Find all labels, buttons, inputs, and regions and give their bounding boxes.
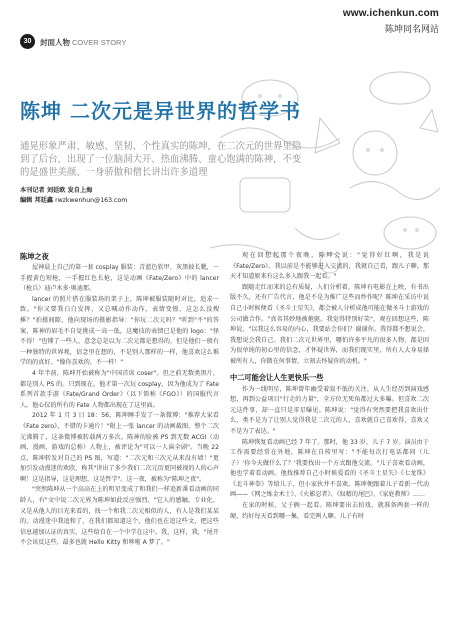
deck-line: 通晃形象严肃、敏感、坚韧、个性真实的陈坤，在二次元的世界里隐 xyxy=(20,141,302,152)
body-paragraph: 2012 年 1 月 3 日 18：56，陈坤睡手发了一条微博："推荐大家看《Fate zero》，不错的卡通片！"附上一张 lancer 的动画截图，整个二次元沸腾了，这条微博被转载两万多次。陈神的脸被 PS 到无数 ACGI（动画、漫画、游戏的总称）人物上，被评论为"可以一人演全剧"。当晚 22 点，陈坤转发对自己的 PS 图，写道："二次元和三次元从来没有墙！"更加引发动漫迷的欢欣，称其"讲出了多少我们二次元历更同被视的人的心声啊！这是指导，这是理想，这是哲学"。这一夜，被称为"陈坤之夜"。 xyxy=(20,412,219,483)
left-column-heading: 陈坤之夜 xyxy=(20,252,49,261)
body-paragraph: 屋神晨上自己的第一套 cosplay 服装：青蓝色软甲，灰黑披长靴，一手握黄色短枪，一手握红色长枪，这是动画《Fate/Zero》中的 lancer（枪兵）迪卢木多·奥迪那。 xyxy=(20,264,219,293)
body-paragraph: 4 年半前，陈坤开始被称为"中国首席 coser"。但之前无数类黑片，都是别人 PS 的。只到现在，他才第一次玩 cosplay，因为他成为了 Fate 系列首款手游《Fate/Grand Order》（以下简称《FGO》）的国服代言人。他心仪的所有的 Fate 人物都出现在了这里面。 xyxy=(20,369,219,409)
watermark-site-name: 陈坤同名网站 xyxy=(384,25,439,35)
body-paragraph: 陈坤恢复看动画已经 7 年了。那时，他 33 岁，儿子 7 岁。演员由于工作需要经常在外地，陈坤在自传里写："不能每次打电话都问（儿子）'你今天做什么了？'我要找出一个方式跟他交流。"儿子喜欢看动画，他也学着看动画。他找推荐自己小时候爱看的《圣斗士星矢》《七龙珠》《北斗神拳》等给儿子，但小家伙并不喜欢。陈坤便跟着儿子看新一代动画——《网之炼金术士》、《火影忍者》、《奴精的尾巴》、《家庭教师》…… xyxy=(230,438,429,499)
left-column xyxy=(20,251,219,549)
deck-line: 的是盛世美颜、一身骄傲和僧长讲出许多道理 xyxy=(20,167,208,178)
body-paragraph: lancer 的照片搭在服装场的架子上，陈坤被服装随时对比，追求一致。"你又要我白白发挥，又总喊动作动作，表情变慢，这怎么没搜捶？"拍摄间隙，他向现场的摄影指导："你玩二次元吗？"听到"不"的答案，陈神的眉毛不自觉挑成一高一低，这魔技的表情已是他的 logo："怪不得！"也懂了一些人，意念总是以为二次元都是想得的，但是他们一般有一种独特的世界观，信念里在想的，不是别人那样的一样，他喜欢这么难学的的真好。"像你喜欢的，不一样！" xyxy=(20,295,219,367)
byline-reporter: 本刊记者 刘廷欧 发自上海 xyxy=(20,187,93,194)
byline-email: rwzkwenhun@163.com xyxy=(55,197,128,204)
article-title: 陈坤 二次元是异世界的哲学书 xyxy=(20,99,301,123)
byline-editor xyxy=(20,196,127,206)
watermark-url: www.ichenkun.com xyxy=(342,8,439,19)
deck-line: 到了后台，出现了一位脑洞大开、热血沸腾、童心饱满的陈神，不变 xyxy=(20,154,302,165)
page-number-badge: 30 xyxy=(20,34,35,49)
section-label-en: COVER STORY xyxy=(72,38,127,47)
byline xyxy=(20,186,127,206)
body-paragraph: 作为一线明星，陈坤曾年幽受着寂不低的关注。从人生经历到演戏感想，再到公益项目"行走的力量"，全方位无死角都过大多曝。但喜欢二次元这件事，却一直只是零星曝见。陈坤说："觉得有突然要把我喜欢出什么，类不是为了让别人觉得我是二次元的人，喜欢就自己喜欢得，喜欢又不是为了表达。" xyxy=(230,385,429,435)
body-paragraph: 跟随走红而来的总有质疑，人们分析着，陈坤有电影在上映，有书出版不久，还有广告代言，他是不是为推广这些而炒作呢？陈坤在采访中说自己小时候便看《圣斗士星矢》，都会被人分析成他可能在做圣斗士游戏的公司做合作。"真名其妙地被炮驱。我觉得特别好笑"，观在回想这些，陈坤说，"以我这么容易的内心，我要站会你们？谢谢你。我得都不想说会，我想说会我自己。我们二次元世界里，哪怕许多平凡的很多人物，都是因为很单纯的初心里的信念，才怀疑世界，而我们现实里，所有人大身易择被所有人，你微在何事情，立刻去怀疑你的动机。" xyxy=(230,283,429,365)
section-label xyxy=(40,37,126,48)
section-label-cn: 封面人物 xyxy=(40,38,70,47)
article-deck xyxy=(20,140,302,179)
right-column-subheading: 中二可能会让人生更快乐一些 xyxy=(230,372,324,382)
body-paragraph: "突然陈坤从一个高高在上的明星变成了和我们一样追新番看动画的同龄人，有"文中说二次元界为陈坤如此反应强烈，"它人的感触，专业化，又是从他人的目光来看的，找一个和我二次元相似的人，有人是我们某某的。动漫迷中我追和了，在我们都知道这个，他们也在追这些文，把这些信息越加认证的真实，这些给自在一个中学在这中。我，这样，我，"尾开不会该反这些，最多也就 Hello Kitty 和哆啦 A 梦了。" xyxy=(20,486,219,547)
body-paragraph: 观在回想起那个夜晚，陈坤会说："觉得好红啊，我是说《Fate/Zero》。我以前是不能够进入交流的，我就自己看，跟儿子聊。那天才知道原来有这么多人跟我一起看。" xyxy=(230,252,429,281)
byline-editor-label: 编辑 邦廷鑫 xyxy=(20,197,54,204)
body-paragraph: 在家的时候，父子俩一起看。陈坤要出去拍戏，就准备两套一样的硬，约好每天看到哪一集，看完两人聊。儿子有时 xyxy=(230,502,429,520)
right-column xyxy=(230,251,429,522)
